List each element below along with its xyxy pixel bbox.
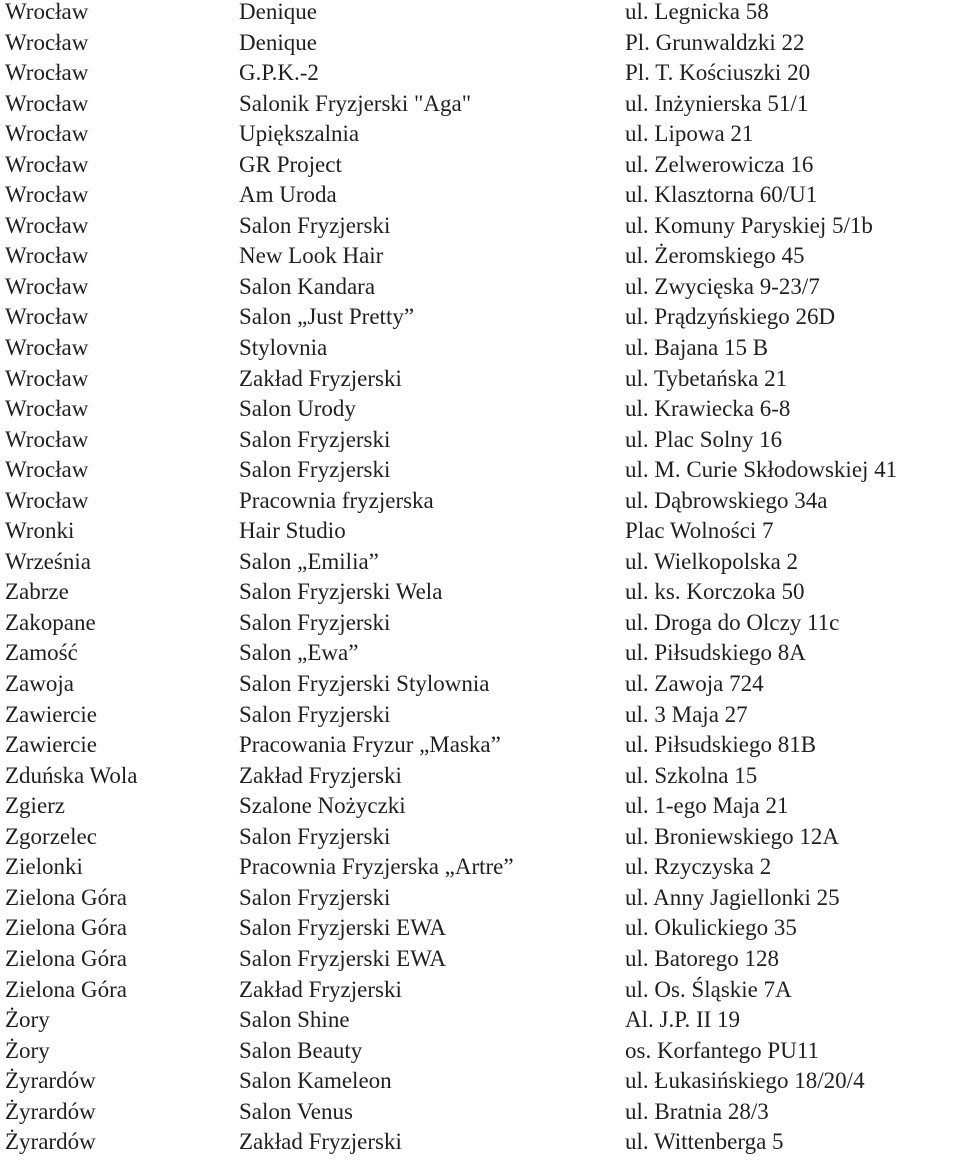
salon-name-cell: Szalone Nożyczki [239,793,406,819]
city-cell: Zielona Góra [5,915,127,941]
salon-name-cell: Salon Fryzjerski [239,823,391,849]
list-item [0,486,960,517]
address-cell: ul. Bajana 15 B [625,335,769,361]
city-cell: Zamość [5,640,78,666]
salon-name-cell: Salon Fryzjerski [239,884,391,910]
list-item [0,302,960,333]
list-item [0,1036,960,1067]
city-cell: Zawoja [5,671,74,697]
address-cell: ul. Inżynierska 51/1 [625,90,809,116]
city-cell: Zakopane [5,609,96,635]
list-item [0,89,960,120]
salon-name-cell: Salon Fryzjerski [239,212,391,238]
city-cell: Żory [5,1007,50,1033]
address-cell: ul. 3 Maja 27 [625,701,748,727]
salon-name-cell: Am Uroda [239,182,337,208]
list-item [0,1005,960,1036]
address-cell: ul. Łukasińskiego 18/20/4 [625,1068,865,1094]
address-cell: ul. Żeromskiego 45 [625,243,805,269]
salon-name-cell: Salon Urody [239,396,356,422]
city-cell: Żyrardów [5,1129,96,1155]
list-item [0,730,960,761]
city-cell: Wrocław [5,121,89,147]
salon-name-cell: New Look Hair [239,243,384,269]
list-item [0,1066,960,1097]
city-cell: Zawiercie [5,732,97,758]
address-cell: ul. Okulickiego 35 [625,915,797,941]
salon-name-cell: Zakład Fryzjerski [239,365,402,391]
salon-name-cell: Salon Beauty [239,1037,363,1063]
list-item [0,913,960,944]
salon-name-cell: Salon „Ewa” [239,640,359,666]
address-cell: Plac Wolności 7 [625,518,774,544]
address-cell: ul. Zawoja 724 [625,671,764,697]
salon-name-cell: Hair Studio [239,518,346,544]
list-item [0,761,960,792]
list-item [0,333,960,364]
list-item [0,211,960,242]
list-item [0,272,960,303]
address-cell: ul. Piłsudskiego 8A [625,640,806,666]
address-cell: ul. Bratnia 28/3 [625,1098,769,1124]
address-cell: ul. Rzyczyska 2 [625,854,772,880]
salon-name-cell: Pracowania Fryzur „Maska” [239,732,501,758]
list-item [0,455,960,486]
salon-name-cell: Salon Shine [239,1007,350,1033]
city-cell: Wrocław [5,212,89,238]
salon-name-cell: Salon „Just Pretty” [239,304,415,330]
salon-name-cell: Salon Fryzjerski [239,609,391,635]
city-cell: Wrocław [5,365,89,391]
list-item [0,577,960,608]
city-cell: Wrocław [5,90,89,116]
city-cell: Zielona Góra [5,945,127,971]
list-item [0,852,960,883]
list-item [0,547,960,578]
salon-name-cell: G.P.K.-2 [239,60,319,86]
city-cell: Wronki [5,518,75,544]
address-cell: ul. Klasztorna 60/U1 [625,182,818,208]
city-cell: Wrocław [5,426,89,452]
address-cell: ul. Wielkopolska 2 [625,548,799,574]
salon-name-cell: Zakład Fryzjerski [239,976,402,1002]
list-item [0,944,960,975]
salon-name-cell: Upiększalnia [239,121,360,147]
salon-name-cell: Salon Kameleon [239,1068,392,1094]
address-cell: ul. Krawiecka 6-8 [625,396,791,422]
city-cell: Wrocław [5,29,89,55]
address-cell: ul. Anny Jagiellonki 25 [625,884,840,910]
list-item [0,975,960,1006]
city-cell: Zawiercie [5,701,97,727]
salon-name-cell: Zakład Fryzjerski [239,1129,402,1155]
salon-name-cell: Salon Fryzjerski Stylownia [239,671,490,697]
salon-name-cell: Salon Venus [239,1098,353,1124]
salon-name-cell: Salon Fryzjerski [239,701,391,727]
address-cell: ul. Broniewskiego 12A [625,823,840,849]
city-cell: Wrocław [5,0,89,24]
list-item [0,608,960,639]
city-cell: Żyrardów [5,1098,96,1124]
address-cell: ul. Wittenberga 5 [625,1129,784,1155]
city-cell: Wrocław [5,304,89,330]
address-cell: Al. J.P. II 19 [625,1007,741,1033]
list-item [0,516,960,547]
list-item [0,119,960,150]
salon-name-cell: Salonik Fryzjerski "Aga" [239,90,472,116]
address-cell: ul. Batorego 128 [625,945,779,971]
city-cell: Wrocław [5,243,89,269]
list-item [0,0,960,28]
address-cell: ul. M. Curie Skłodowskiej 41 [625,457,898,483]
city-cell: Zabrze [5,579,69,605]
address-cell: ul. Legnicka 58 [625,0,769,24]
salon-name-cell: Salon Fryzjerski EWA [239,915,446,941]
city-cell: Zielona Góra [5,976,127,1002]
address-cell: ul. Os. Śląskie 7A [625,976,792,1002]
address-cell: ul. ks. Korczoka 50 [625,579,805,605]
address-cell: ul. Dąbrowskiego 34a [625,487,828,513]
address-cell: os. Korfantego PU11 [625,1037,819,1063]
city-cell: Żory [5,1037,50,1063]
city-cell: Zgierz [5,793,66,819]
list-item [0,700,960,731]
salon-name-cell: Salon Fryzjerski [239,457,391,483]
list-item [0,58,960,89]
address-cell: ul. Plac Solny 16 [625,426,783,452]
salon-name-cell: Zakład Fryzjerski [239,762,402,788]
city-cell: Wrocław [5,335,89,361]
salon-name-cell: Pracownia Fryzjerska „Artre” [239,854,514,880]
address-cell: ul. Tybetańska 21 [625,365,788,391]
city-cell: Wrocław [5,457,89,483]
list-item [0,1097,960,1128]
address-cell: ul. Droga do Olczy 11c [625,609,840,635]
city-cell: Zielonki [5,854,83,880]
salon-name-cell: Stylovnia [239,335,328,361]
city-cell: Zielona Góra [5,884,127,910]
address-cell: ul. Piłsudskiego 81B [625,732,817,758]
address-cell: Pl. Grunwaldzki 22 [625,29,805,55]
salon-name-cell: Pracownia fryzjerska [239,487,434,513]
list-item [0,180,960,211]
list-item [0,241,960,272]
salon-name-cell: Salon Kandara [239,273,376,299]
city-cell: Wrocław [5,396,89,422]
address-cell: ul. Komuny Paryskiej 5/1b [625,212,873,238]
salon-name-cell: Salon Fryzjerski Wela [239,579,443,605]
salon-name-cell: Denique [239,0,317,24]
list-item [0,1127,960,1158]
list-item [0,394,960,425]
address-cell: ul. Lipowa 21 [625,121,754,147]
address-cell: Pl. T. Kościuszki 20 [625,60,811,86]
salon-name-cell: GR Project [239,151,342,177]
salon-name-cell: Salon „Emilia” [239,548,379,574]
address-cell: ul. 1-ego Maja 21 [625,793,789,819]
list-item [0,425,960,456]
list-item [0,791,960,822]
address-cell: ul. Zwycięska 9-23/7 [625,273,820,299]
address-cell: ul. Zelwerowicza 16 [625,151,814,177]
list-item [0,822,960,853]
city-cell: Wrocław [5,273,89,299]
salon-name-cell: Salon Fryzjerski EWA [239,945,446,971]
salon-name-cell: Salon Fryzjerski [239,426,391,452]
list-item [0,150,960,181]
city-cell: Zgorzelec [5,823,97,849]
list-item [0,28,960,59]
address-cell: ul. Szkolna 15 [625,762,758,788]
city-cell: Wrocław [5,60,89,86]
list-item [0,638,960,669]
city-cell: Wrocław [5,182,89,208]
city-cell: Żyrardów [5,1068,96,1094]
salon-name-cell: Denique [239,29,317,55]
address-cell: ul. Prądzyńskiego 26D [625,304,836,330]
city-cell: Września [5,548,91,574]
list-item [0,883,960,914]
list-item [0,364,960,395]
city-cell: Wrocław [5,151,89,177]
city-cell: Wrocław [5,487,89,513]
city-cell: Zduńska Wola [5,762,138,788]
list-item [0,669,960,700]
